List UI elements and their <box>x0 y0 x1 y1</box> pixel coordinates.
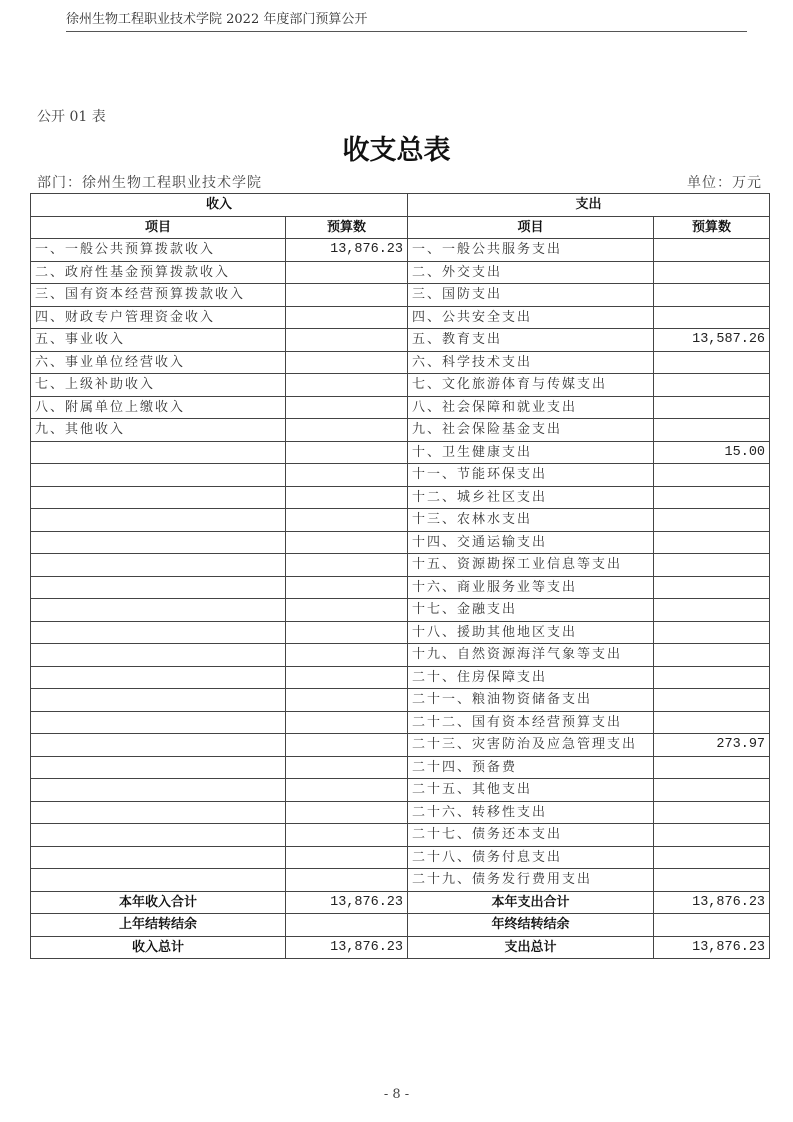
expense-item-column-header: 项目 <box>408 216 654 239</box>
income-value-cell <box>286 576 408 599</box>
table-row <box>31 869 770 892</box>
expense-value-cell <box>654 599 770 622</box>
income-value-cell <box>286 531 408 554</box>
table-row <box>31 531 770 554</box>
expense-value-cell <box>654 644 770 667</box>
income-value-cell <box>286 711 408 734</box>
income-item-cell: 五、事业收入 <box>31 329 286 352</box>
expense-item-cell: 十八、援助其他地区支出 <box>408 621 654 644</box>
expense-value-cell <box>654 419 770 442</box>
expense-item-cell: 二十五、其他支出 <box>408 779 654 802</box>
expense-total-value <box>654 914 770 937</box>
expense-value-cell <box>654 846 770 869</box>
income-item-cell <box>31 689 286 712</box>
table-row <box>31 666 770 689</box>
income-value-cell <box>286 374 408 397</box>
expense-item-cell: 二十三、灾害防治及应急管理支出 <box>408 734 654 757</box>
table-column-header-row <box>31 216 770 239</box>
expense-item-cell: 二十四、预备费 <box>408 756 654 779</box>
expense-item-cell: 十二、城乡社区支出 <box>408 486 654 509</box>
table-row <box>31 576 770 599</box>
table-row <box>31 824 770 847</box>
income-item-cell: 六、事业单位经营收入 <box>31 351 286 374</box>
expense-value-cell <box>654 239 770 262</box>
income-item-cell <box>31 509 286 532</box>
expense-item-cell: 三、国防支出 <box>408 284 654 307</box>
income-item-cell <box>31 621 286 644</box>
expense-total-label: 年终结转结余 <box>408 914 654 937</box>
income-item-cell <box>31 531 286 554</box>
expense-item-cell: 二十六、转移性支出 <box>408 801 654 824</box>
income-item-cell <box>31 576 286 599</box>
table-row <box>31 486 770 509</box>
income-value-cell <box>286 824 408 847</box>
income-item-cell <box>31 464 286 487</box>
income-value-cell <box>286 419 408 442</box>
expense-item-cell: 七、文化旅游体育与传媒支出 <box>408 374 654 397</box>
expense-value-cell: 273.97 <box>654 734 770 757</box>
income-value-cell: 13,876.23 <box>286 239 408 262</box>
income-item-cell <box>31 486 286 509</box>
income-value-cell <box>286 666 408 689</box>
expense-item-cell: 二十一、粮油物资储备支出 <box>408 689 654 712</box>
expense-item-cell: 十七、金融支出 <box>408 599 654 622</box>
table-group-header-row <box>31 194 770 217</box>
income-value-cell <box>286 509 408 532</box>
table-row <box>31 846 770 869</box>
income-total-value: 13,876.23 <box>286 891 408 914</box>
expense-value-cell <box>654 689 770 712</box>
expense-total-label: 本年支出合计 <box>408 891 654 914</box>
table-row <box>31 441 770 464</box>
expense-value-cell <box>654 351 770 374</box>
income-value-cell <box>286 599 408 622</box>
income-total-value: 13,876.23 <box>286 936 408 959</box>
income-total-value <box>286 914 408 937</box>
expense-item-cell: 九、社会保险基金支出 <box>408 419 654 442</box>
income-value-cell <box>286 846 408 869</box>
expense-item-cell: 十四、交通运输支出 <box>408 531 654 554</box>
income-item-cell <box>31 734 286 757</box>
expense-item-cell: 二十九、债务发行费用支出 <box>408 869 654 892</box>
expense-item-cell: 十三、农林水支出 <box>408 509 654 532</box>
income-value-cell <box>286 329 408 352</box>
expense-value-cell: 13,587.26 <box>654 329 770 352</box>
table-row <box>31 689 770 712</box>
expense-value-cell <box>654 509 770 532</box>
income-item-cell <box>31 801 286 824</box>
expense-value-cell: 15.00 <box>654 441 770 464</box>
expense-group-header: 支出 <box>408 194 770 217</box>
income-value-cell <box>286 869 408 892</box>
expense-item-cell: 二、外交支出 <box>408 261 654 284</box>
expense-value-cell <box>654 261 770 284</box>
income-item-cell: 七、上级补助收入 <box>31 374 286 397</box>
table-row <box>31 261 770 284</box>
expense-item-cell: 一、一般公共服务支出 <box>408 239 654 262</box>
income-item-cell: 四、财政专户管理资金收入 <box>31 306 286 329</box>
expense-value-cell <box>654 779 770 802</box>
expense-total-value: 13,876.23 <box>654 936 770 959</box>
expense-value-cell <box>654 576 770 599</box>
income-item-cell: 三、国有资本经营预算拨款收入 <box>31 284 286 307</box>
expense-total-label: 支出总计 <box>408 936 654 959</box>
expense-value-cell <box>654 464 770 487</box>
income-value-cell <box>286 689 408 712</box>
income-item-column-header: 项目 <box>31 216 286 239</box>
total-row <box>31 936 770 959</box>
expense-value-cell <box>654 711 770 734</box>
expense-item-cell: 十一、节能环保支出 <box>408 464 654 487</box>
header-rule <box>66 31 747 32</box>
expense-item-cell: 二十、住房保障支出 <box>408 666 654 689</box>
expense-value-cell <box>654 801 770 824</box>
table-row <box>31 284 770 307</box>
expense-value-cell <box>654 621 770 644</box>
income-total-label: 本年收入合计 <box>31 891 286 914</box>
expense-item-cell: 十五、资源勘探工业信息等支出 <box>408 554 654 577</box>
income-item-cell <box>31 846 286 869</box>
expense-item-cell: 六、科学技术支出 <box>408 351 654 374</box>
page-number: - 8 - <box>383 1087 410 1102</box>
expense-value-cell <box>654 306 770 329</box>
table-row <box>31 306 770 329</box>
running-header: 徐州生物工程职业技术学院 2022 年度部门预算公开 <box>66 12 368 27</box>
page-title: 收支总表 <box>342 135 451 166</box>
income-value-cell <box>286 261 408 284</box>
table-code: 公开 01 表 <box>37 109 106 125</box>
table-row <box>31 419 770 442</box>
expense-value-cell <box>654 869 770 892</box>
expense-item-cell: 二十二、国有资本经营预算支出 <box>408 711 654 734</box>
table-row <box>31 329 770 352</box>
income-expense-summary-table <box>30 193 770 959</box>
expense-value-cell <box>654 374 770 397</box>
income-group-header: 收入 <box>31 194 408 217</box>
income-total-label: 收入总计 <box>31 936 286 959</box>
income-item-cell <box>31 779 286 802</box>
income-value-cell <box>286 396 408 419</box>
income-item-cell <box>31 756 286 779</box>
table-row <box>31 509 770 532</box>
income-value-cell <box>286 779 408 802</box>
income-value-cell <box>286 306 408 329</box>
department-label: 部门：徐州生物工程职业技术学院 <box>37 175 262 191</box>
unit-label: 单位：万元 <box>687 175 762 191</box>
table-row <box>31 779 770 802</box>
table-row <box>31 239 770 262</box>
income-value-cell <box>286 284 408 307</box>
income-item-cell: 九、其他收入 <box>31 419 286 442</box>
income-total-label: 上年结转结余 <box>31 914 286 937</box>
expense-item-cell: 二十七、债务还本支出 <box>408 824 654 847</box>
table-row <box>31 711 770 734</box>
income-item-cell <box>31 441 286 464</box>
income-value-cell <box>286 801 408 824</box>
income-item-cell <box>31 869 286 892</box>
total-row <box>31 891 770 914</box>
table-row <box>31 599 770 622</box>
expense-value-cell <box>654 824 770 847</box>
table-row <box>31 734 770 757</box>
table-row <box>31 464 770 487</box>
income-item-cell <box>31 666 286 689</box>
income-item-cell: 一、一般公共预算拨款收入 <box>31 239 286 262</box>
income-budget-column-header: 预算数 <box>286 216 408 239</box>
table-row <box>31 396 770 419</box>
expense-total-value: 13,876.23 <box>654 891 770 914</box>
expense-item-cell: 五、教育支出 <box>408 329 654 352</box>
expense-item-cell: 八、社会保障和就业支出 <box>408 396 654 419</box>
income-value-cell <box>286 756 408 779</box>
table-row <box>31 621 770 644</box>
income-value-cell <box>286 464 408 487</box>
income-item-cell <box>31 554 286 577</box>
income-value-cell <box>286 554 408 577</box>
expense-item-cell: 四、公共安全支出 <box>408 306 654 329</box>
expense-item-cell: 十九、自然资源海洋气象等支出 <box>408 644 654 667</box>
income-item-cell <box>31 599 286 622</box>
income-item-cell <box>31 824 286 847</box>
table-row <box>31 756 770 779</box>
table-row <box>31 374 770 397</box>
expense-value-cell <box>654 554 770 577</box>
income-value-cell <box>286 351 408 374</box>
expense-item-cell: 十、卫生健康支出 <box>408 441 654 464</box>
expense-value-cell <box>654 531 770 554</box>
income-item-cell <box>31 644 286 667</box>
income-value-cell <box>286 441 408 464</box>
income-value-cell <box>286 734 408 757</box>
expense-value-cell <box>654 396 770 419</box>
income-value-cell <box>286 621 408 644</box>
expense-item-cell: 十六、商业服务业等支出 <box>408 576 654 599</box>
income-value-cell <box>286 486 408 509</box>
table-row <box>31 351 770 374</box>
total-row <box>31 914 770 937</box>
expense-value-cell <box>654 666 770 689</box>
table-row <box>31 554 770 577</box>
table-row <box>31 644 770 667</box>
expense-value-cell <box>654 284 770 307</box>
table-row <box>31 801 770 824</box>
expense-item-cell: 二十八、债务付息支出 <box>408 846 654 869</box>
income-value-cell <box>286 644 408 667</box>
income-item-cell: 八、附属单位上缴收入 <box>31 396 286 419</box>
expense-value-cell <box>654 756 770 779</box>
income-item-cell <box>31 711 286 734</box>
income-item-cell: 二、政府性基金预算拨款收入 <box>31 261 286 284</box>
expense-budget-column-header: 预算数 <box>654 216 770 239</box>
expense-value-cell <box>654 486 770 509</box>
